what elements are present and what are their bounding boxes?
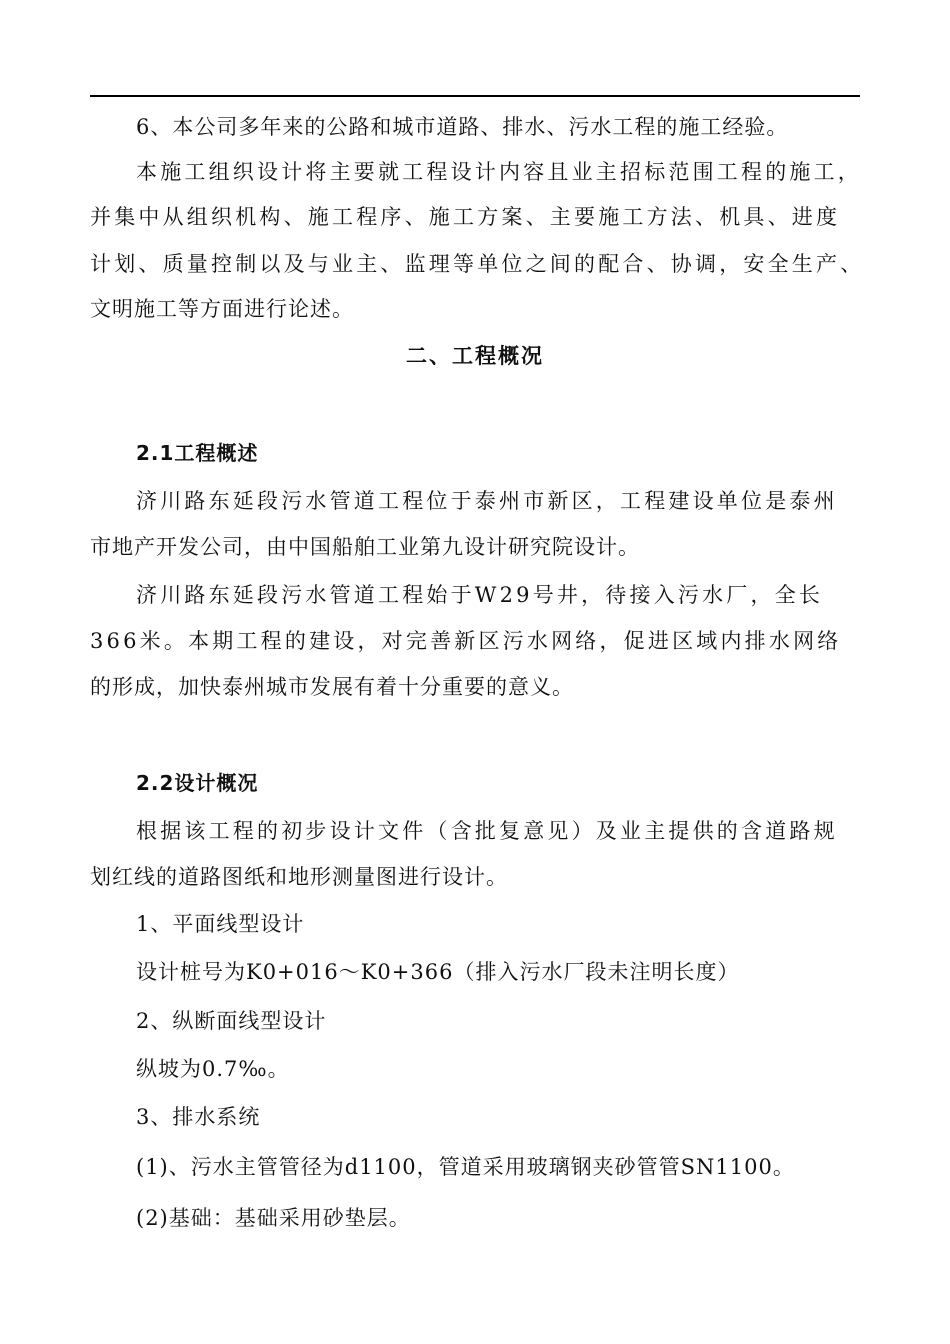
paragraph-line: 纵坡为0.7‰。: [136, 1057, 290, 1081]
paragraph-line: 并集中从组织机构、施工程序、施工方案、主要施工方法、机具、进度: [90, 205, 841, 229]
paragraph-line: 设计桩号为K0+016～K0+366（排入污水厂段未注明长度）: [136, 960, 740, 984]
subsection-title-2-1: 2.1工程概述: [136, 441, 259, 465]
paragraph-line: 济川路东延段污水管道工程始于W29号井，待接入污水厂，全长: [136, 583, 824, 607]
paragraph-line: 划红线的道路图纸和地形测量图进行设计。: [90, 865, 508, 889]
list-item: 1、平面线型设计: [136, 912, 305, 936]
paragraph-line: 366米。本期工程的建设，对完善新区污水网络，促进区域内排水网络: [90, 629, 842, 653]
list-item: 3、排水系统: [136, 1105, 261, 1129]
paragraph-line: 的形成，加快泰州城市发展有着十分重要的意义。: [90, 675, 574, 699]
section-title: 二、工程概况: [406, 344, 544, 368]
paragraph-line: 根据该工程的初步设计文件（含批复意见）及业主提供的含道路规: [136, 819, 838, 843]
header-rule: [90, 95, 860, 97]
paragraph-line: 文明施工等方面进行论述。: [90, 297, 354, 321]
list-item: (2)基础：基础采用砂垫层。: [136, 1206, 411, 1230]
list-item: 2、纵断面线型设计: [136, 1009, 327, 1033]
paragraph-line: 计划、质量控制以及与业主、监理等单位之间的配合、协调，安全生产、: [90, 252, 865, 276]
subsection-title-2-2: 2.2设计概况: [136, 771, 259, 795]
list-item: (1)、污水主管管径为d1100，管道采用玻璃钢夹砂管管SN1100。: [136, 1155, 795, 1179]
paragraph-line: 市地产开发公司，由中国船舶工业第九设计研究院设计。: [90, 535, 640, 559]
paragraph-line: 6、本公司多年来的公路和城市道路、排水、污水工程的施工经验。: [136, 115, 789, 139]
paragraph-line: 济川路东延段污水管道工程位于泰州市新区，工程建设单位是泰州: [136, 489, 838, 513]
paragraph-line: 本施工组织设计将主要就工程设计内容且业主招标范围工程的施工，: [136, 160, 862, 184]
